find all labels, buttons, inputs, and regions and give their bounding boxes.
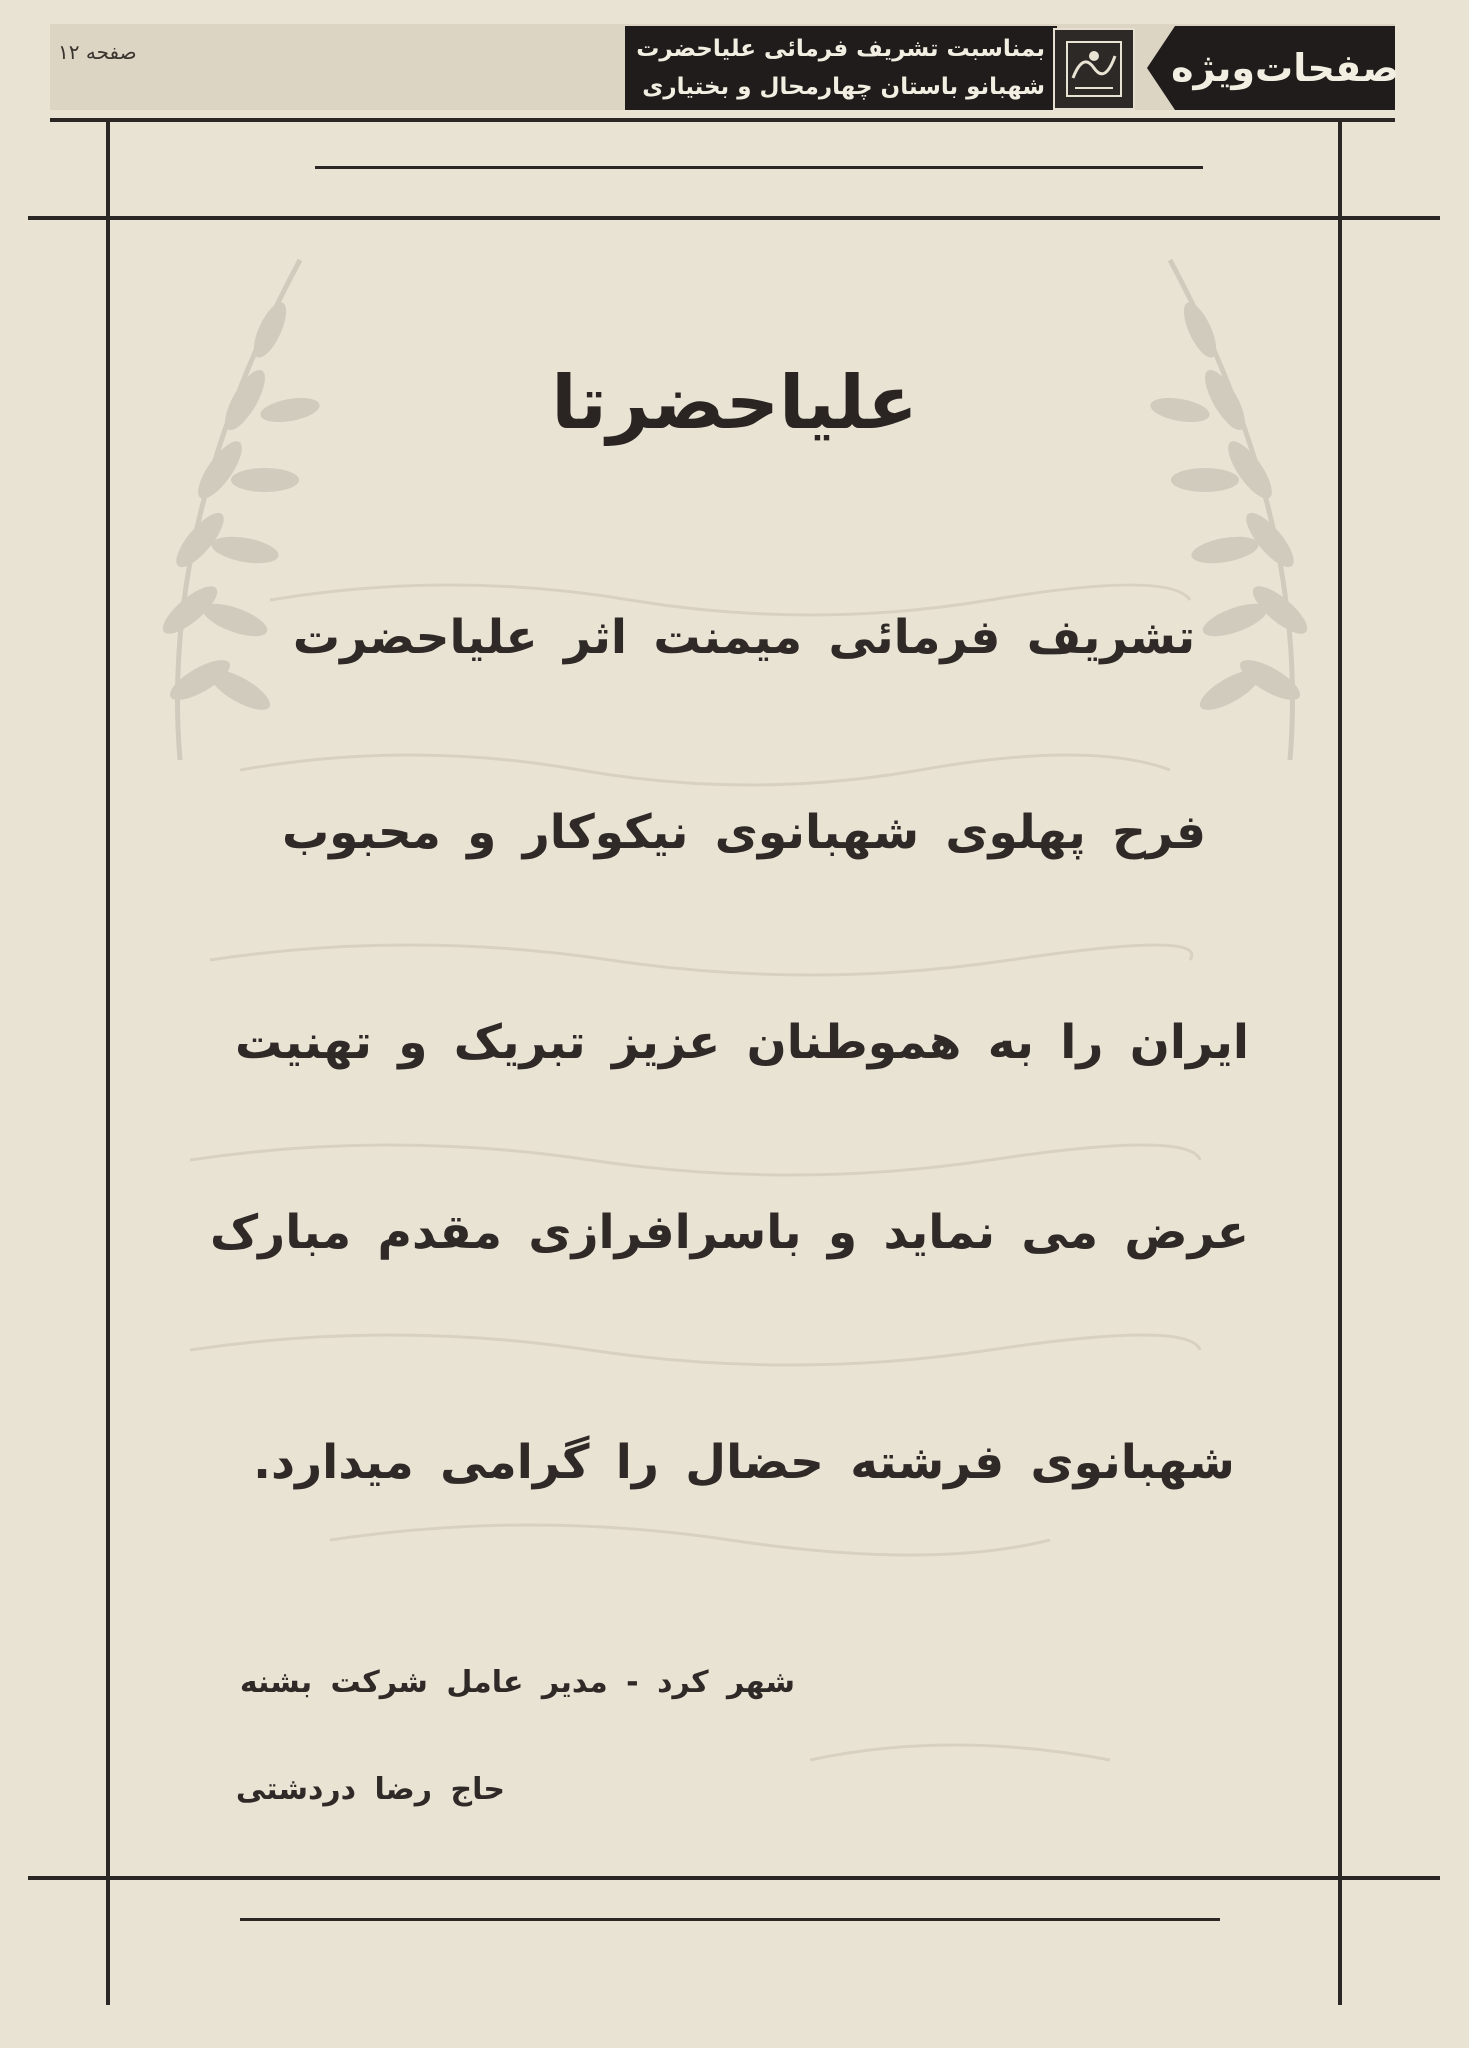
notice-line-3: ایران را به هموطنان عزیز تبریک و تهنیت (235, 1015, 1249, 1070)
signature-title: شهر کرد - مدیر عامل شرکت بشنه (239, 1665, 795, 1700)
top-rule (50, 118, 1395, 122)
inner-bottom-rule (240, 1918, 1220, 1921)
header-headline-line2: شهبانو باستان چهارمحال و بختیاری (642, 74, 1045, 100)
bleed-through-header (170, 28, 610, 106)
notice-line-1: تشریف فرمائی میمنت اثر علیاحضرت (292, 610, 1196, 665)
notice-line-5: شهبانوی فرشته حضال را گرامی میدارد. (253, 1435, 1235, 1490)
frame-bottom-line (28, 1876, 1440, 1880)
newspaper-emblem-icon (1053, 28, 1135, 110)
header-headline-line1: بمناسبت تشریف فرمائی علیاحضرت (636, 36, 1045, 62)
header-headline (625, 26, 1057, 110)
notice-heading: علیاحضرتا (551, 360, 918, 446)
inner-top-rule (315, 166, 1203, 169)
section-label: صفحات‌ویژه (1175, 26, 1395, 110)
signature-name: حاج رضا دردشتی (235, 1772, 505, 1807)
notice-line-2: فرح پهلوی شهبانوی نیکوکار و محبوب (281, 805, 1207, 860)
notice-line-4: عرض می نماید و باسرافرازی مقدم مبارک (210, 1205, 1249, 1260)
page-number: صفحه ۱۲ (58, 40, 137, 64)
bleed-through-text (150, 560, 1300, 1810)
